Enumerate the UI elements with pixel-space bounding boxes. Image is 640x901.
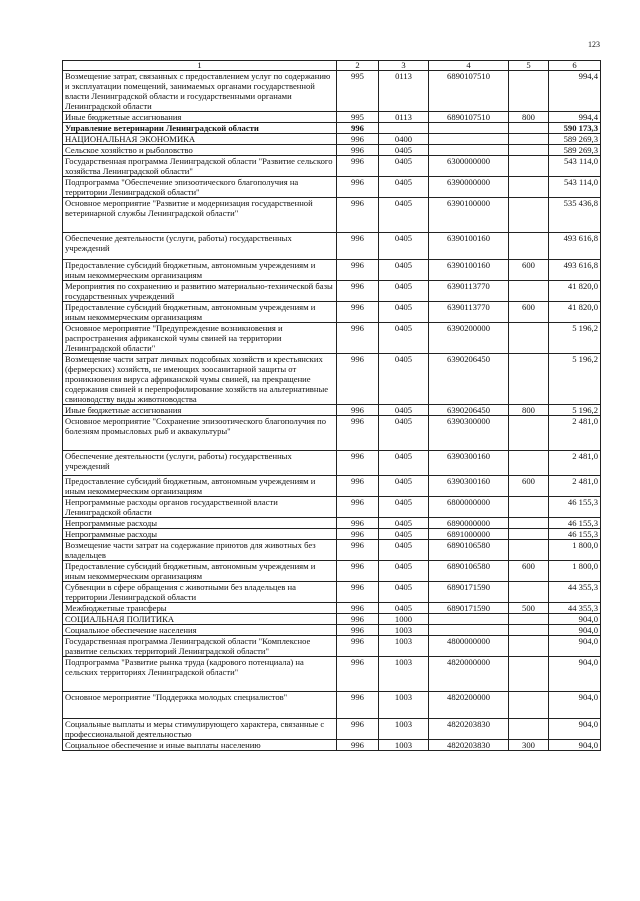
row-gr-cell: 996 bbox=[337, 529, 379, 540]
table-row bbox=[63, 416, 601, 451]
row-vr-cell bbox=[509, 497, 549, 518]
row-csr-cell: 6891000000 bbox=[429, 529, 509, 540]
row-vr-cell bbox=[509, 625, 549, 636]
row-amount-cell: 904,0 bbox=[549, 740, 601, 751]
row-gr-cell: 996 bbox=[337, 497, 379, 518]
table-row bbox=[63, 260, 601, 281]
table-row bbox=[63, 71, 601, 112]
row-gr-cell: 996 bbox=[337, 582, 379, 603]
row-name-cell: Возмещение затрат, связанных с предоставлением услуг по содержанию и эксплуатации помещений, занимаемых органами государственной власти Ленинградской области и государственными органами Ленинградской области bbox=[63, 71, 337, 112]
row-vr-cell bbox=[509, 582, 549, 603]
row-name-cell: Возмещение части затрат на содержание приютов для животных без владельцев bbox=[63, 540, 337, 561]
row-csr-cell: 6890171590 bbox=[429, 603, 509, 614]
row-vr-cell bbox=[509, 134, 549, 145]
row-rz-cell: 0405 bbox=[379, 281, 429, 302]
row-amount-cell: 590 173,3 bbox=[549, 123, 601, 134]
row-name-cell: Обеспечение деятельности (услуги, работы) государственных учреждений bbox=[63, 233, 337, 260]
row-csr-cell: 4820203830 bbox=[429, 740, 509, 751]
row-csr-cell: 6390100000 bbox=[429, 198, 509, 233]
row-rz-cell: 1003 bbox=[379, 740, 429, 751]
row-name-cell: Государственная программа Ленинградской области "Комплексное развитие сельских территорий Ленинградской области" bbox=[63, 636, 337, 657]
row-csr-cell: 6390100160 bbox=[429, 233, 509, 260]
table-row bbox=[63, 302, 601, 323]
row-vr-cell bbox=[509, 657, 549, 692]
row-vr-cell bbox=[509, 451, 549, 476]
row-gr-cell: 996 bbox=[337, 302, 379, 323]
row-rz-cell: 0405 bbox=[379, 233, 429, 260]
row-csr-cell: 6390206450 bbox=[429, 405, 509, 416]
table-row bbox=[63, 561, 601, 582]
row-name-cell: Основное мероприятие "Развитие и модернизация государственной ветеринарной службы Ленинградской области" bbox=[63, 198, 337, 233]
row-rz-cell: 1003 bbox=[379, 719, 429, 740]
row-name-cell: Непрограммные расходы bbox=[63, 529, 337, 540]
row-csr-cell: 6890106580 bbox=[429, 561, 509, 582]
table-row bbox=[63, 281, 601, 302]
row-gr-cell: 996 bbox=[337, 177, 379, 198]
table-row bbox=[63, 323, 601, 354]
row-amount-cell: 44 355,3 bbox=[549, 603, 601, 614]
row-csr-cell: 4820200000 bbox=[429, 692, 509, 719]
row-gr-cell: 996 bbox=[337, 156, 379, 177]
row-rz-cell: 0405 bbox=[379, 354, 429, 405]
row-amount-cell: 44 355,3 bbox=[549, 582, 601, 603]
row-amount-cell: 543 114,0 bbox=[549, 156, 601, 177]
row-csr-cell bbox=[429, 134, 509, 145]
table-row bbox=[63, 145, 601, 156]
row-rz-cell: 1003 bbox=[379, 625, 429, 636]
row-vr-cell: 600 bbox=[509, 260, 549, 281]
row-csr-cell: 6390300000 bbox=[429, 416, 509, 451]
row-gr-cell: 995 bbox=[337, 71, 379, 112]
row-name-cell: Предоставление субсидий бюджетным, автономным учреждениям и иным некоммерческим организациям bbox=[63, 476, 337, 497]
row-csr-cell: 4800000000 bbox=[429, 636, 509, 657]
row-vr-cell: 800 bbox=[509, 112, 549, 123]
row-amount-cell: 1 800,0 bbox=[549, 540, 601, 561]
table-row bbox=[63, 177, 601, 198]
table-row bbox=[63, 529, 601, 540]
row-name-cell: Государственная программа Ленинградской области "Развитие сельского хозяйства Ленинградской области" bbox=[63, 156, 337, 177]
table-row bbox=[63, 614, 601, 625]
row-csr-cell: 6890107510 bbox=[429, 112, 509, 123]
row-vr-cell: 600 bbox=[509, 302, 549, 323]
row-amount-cell: 904,0 bbox=[549, 719, 601, 740]
table-row bbox=[63, 123, 601, 134]
row-vr-cell bbox=[509, 540, 549, 561]
table-row bbox=[63, 540, 601, 561]
row-amount-cell: 5 196,2 bbox=[549, 405, 601, 416]
table-row bbox=[63, 582, 601, 603]
row-rz-cell: 0405 bbox=[379, 529, 429, 540]
row-gr-cell: 996 bbox=[337, 719, 379, 740]
header-cell: 5 bbox=[509, 61, 549, 71]
table-row bbox=[63, 603, 601, 614]
table-row bbox=[63, 657, 601, 692]
row-amount-cell: 535 436,8 bbox=[549, 198, 601, 233]
row-vr-cell bbox=[509, 233, 549, 260]
row-name-cell: Возмещение части затрат личных подсобных хозяйств и крестьянских (фермерских) хозяйств, не имеющих зоосанитарной защиты от проникновения вируса африканской чумы свиней, на прекращение содержания свиней и перепрофилирование хозяйств на альтернативные свиноводству виды животноводства bbox=[63, 354, 337, 405]
row-gr-cell: 996 bbox=[337, 740, 379, 751]
row-rz-cell: 0405 bbox=[379, 451, 429, 476]
row-gr-cell: 995 bbox=[337, 112, 379, 123]
row-amount-cell: 41 820,0 bbox=[549, 302, 601, 323]
row-name-cell: Непрограммные расходы bbox=[63, 518, 337, 529]
row-rz-cell: 0405 bbox=[379, 416, 429, 451]
row-name-cell: Непрограммные расходы органов государственной власти Ленинградской области bbox=[63, 497, 337, 518]
page-number: 123 bbox=[588, 40, 600, 49]
table-row bbox=[63, 354, 601, 405]
row-amount-cell: 589 269,3 bbox=[549, 145, 601, 156]
row-name-cell: Основное мероприятие "Сохранение эпизоотического благополучия по болезням промысловых рыб и аквакультуры" bbox=[63, 416, 337, 451]
header-cell: 4 bbox=[429, 61, 509, 71]
row-rz-cell: 0405 bbox=[379, 198, 429, 233]
row-csr-cell: 4820203830 bbox=[429, 719, 509, 740]
row-name-cell: Мероприятия по сохранению и развитию материально-технической базы государственных учреждений bbox=[63, 281, 337, 302]
header-cell: 1 bbox=[63, 61, 337, 71]
row-name-cell: Иные бюджетные ассигнования bbox=[63, 405, 337, 416]
row-gr-cell: 996 bbox=[337, 198, 379, 233]
row-vr-cell bbox=[509, 518, 549, 529]
table-row bbox=[63, 497, 601, 518]
row-csr-cell: 6890107510 bbox=[429, 71, 509, 112]
row-gr-cell: 996 bbox=[337, 540, 379, 561]
row-amount-cell: 904,0 bbox=[549, 657, 601, 692]
row-vr-cell: 500 bbox=[509, 603, 549, 614]
row-rz-cell: 0405 bbox=[379, 540, 429, 561]
row-vr-cell bbox=[509, 416, 549, 451]
row-name-cell: Обеспечение деятельности (услуги, работы) государственных учреждений bbox=[63, 451, 337, 476]
row-name-cell: Основное мероприятие "Предупреждение возникновения и распространения африканской чумы свиней на территории Ленинградской области" bbox=[63, 323, 337, 354]
row-amount-cell: 493 616,8 bbox=[549, 233, 601, 260]
row-csr-cell: 6390113770 bbox=[429, 302, 509, 323]
table-row bbox=[63, 405, 601, 416]
row-gr-cell: 996 bbox=[337, 354, 379, 405]
row-name-cell: Межбюджетные трансферы bbox=[63, 603, 337, 614]
row-name-cell: Социальное обеспечение населения bbox=[63, 625, 337, 636]
row-csr-cell: 6390000000 bbox=[429, 177, 509, 198]
table-row bbox=[63, 134, 601, 145]
row-csr-cell bbox=[429, 123, 509, 134]
row-csr-cell: 6890106580 bbox=[429, 540, 509, 561]
row-name-cell: Подпрограмма "Развитие рынка труда (кадрового потенциала) на сельских территориях Ленинградской области" bbox=[63, 657, 337, 692]
row-vr-cell bbox=[509, 198, 549, 233]
row-rz-cell: 0405 bbox=[379, 323, 429, 354]
row-amount-cell: 904,0 bbox=[549, 625, 601, 636]
row-gr-cell: 996 bbox=[337, 123, 379, 134]
row-amount-cell: 2 481,0 bbox=[549, 416, 601, 451]
row-csr-cell: 6390206450 bbox=[429, 354, 509, 405]
row-vr-cell bbox=[509, 692, 549, 719]
row-gr-cell: 996 bbox=[337, 518, 379, 529]
row-name-cell: Предоставление субсидий бюджетным, автономным учреждениям и иным некоммерческим организациям bbox=[63, 561, 337, 582]
row-rz-cell: 0405 bbox=[379, 603, 429, 614]
row-rz-cell: 1003 bbox=[379, 636, 429, 657]
row-csr-cell bbox=[429, 145, 509, 156]
row-gr-cell: 996 bbox=[337, 405, 379, 416]
row-amount-cell: 46 155,3 bbox=[549, 518, 601, 529]
row-gr-cell: 996 bbox=[337, 614, 379, 625]
row-rz-cell: 0113 bbox=[379, 112, 429, 123]
row-gr-cell: 996 bbox=[337, 625, 379, 636]
row-vr-cell bbox=[509, 145, 549, 156]
table-row bbox=[63, 636, 601, 657]
row-amount-cell: 904,0 bbox=[549, 636, 601, 657]
row-vr-cell: 800 bbox=[509, 405, 549, 416]
row-name-cell: НАЦИОНАЛЬНАЯ ЭКОНОМИКА bbox=[63, 134, 337, 145]
row-gr-cell: 996 bbox=[337, 603, 379, 614]
row-rz-cell: 0405 bbox=[379, 476, 429, 497]
row-gr-cell: 996 bbox=[337, 260, 379, 281]
row-csr-cell: 6390300160 bbox=[429, 476, 509, 497]
row-gr-cell: 996 bbox=[337, 476, 379, 497]
row-csr-cell: 6890171590 bbox=[429, 582, 509, 603]
row-gr-cell: 996 bbox=[337, 416, 379, 451]
row-rz-cell: 0113 bbox=[379, 71, 429, 112]
table-row bbox=[63, 233, 601, 260]
row-csr-cell: 6300000000 bbox=[429, 156, 509, 177]
row-amount-cell: 904,0 bbox=[549, 692, 601, 719]
row-name-cell: Основное мероприятие "Поддержка молодых специалистов" bbox=[63, 692, 337, 719]
row-name-cell: Управление ветеринарии Ленинградской области bbox=[63, 123, 337, 134]
row-vr-cell bbox=[509, 156, 549, 177]
row-rz-cell: 0405 bbox=[379, 561, 429, 582]
row-name-cell: Предоставление субсидий бюджетным, автономным учреждениям и иным некоммерческим организациям bbox=[63, 260, 337, 281]
table-row bbox=[63, 198, 601, 233]
row-name-cell: Социальное обеспечение и иные выплаты населению bbox=[63, 740, 337, 751]
row-gr-cell: 996 bbox=[337, 145, 379, 156]
row-name-cell: Субвенции в сфере обращения с животными без владельцев на территории Ленинградской области bbox=[63, 582, 337, 603]
table-row bbox=[63, 451, 601, 476]
row-amount-cell: 994,4 bbox=[549, 112, 601, 123]
row-vr-cell bbox=[509, 636, 549, 657]
row-amount-cell: 994,4 bbox=[549, 71, 601, 112]
row-gr-cell: 996 bbox=[337, 281, 379, 302]
row-amount-cell: 543 114,0 bbox=[549, 177, 601, 198]
table-row bbox=[63, 156, 601, 177]
row-name-cell: Сельское хозяйство и рыболовство bbox=[63, 145, 337, 156]
row-vr-cell bbox=[509, 281, 549, 302]
table-row bbox=[63, 719, 601, 740]
row-csr-cell bbox=[429, 625, 509, 636]
row-rz-cell: 0400 bbox=[379, 134, 429, 145]
row-vr-cell bbox=[509, 323, 549, 354]
row-csr-cell: 6390200000 bbox=[429, 323, 509, 354]
row-gr-cell: 996 bbox=[337, 561, 379, 582]
row-vr-cell bbox=[509, 719, 549, 740]
row-amount-cell: 2 481,0 bbox=[549, 476, 601, 497]
row-gr-cell: 996 bbox=[337, 451, 379, 476]
row-amount-cell: 5 196,2 bbox=[549, 354, 601, 405]
row-amount-cell: 2 481,0 bbox=[549, 451, 601, 476]
row-amount-cell: 904,0 bbox=[549, 614, 601, 625]
budget-table bbox=[62, 60, 601, 751]
row-gr-cell: 996 bbox=[337, 134, 379, 145]
row-amount-cell: 1 800,0 bbox=[549, 561, 601, 582]
row-rz-cell bbox=[379, 123, 429, 134]
row-name-cell: Иные бюджетные ассигнования bbox=[63, 112, 337, 123]
row-rz-cell: 0405 bbox=[379, 497, 429, 518]
row-vr-cell: 300 bbox=[509, 740, 549, 751]
table-row bbox=[63, 476, 601, 497]
row-vr-cell: 600 bbox=[509, 476, 549, 497]
row-name-cell: Подпрограмма "Обеспечение эпизоотического благополучия на территории Ленинградской области" bbox=[63, 177, 337, 198]
row-rz-cell: 0405 bbox=[379, 260, 429, 281]
row-csr-cell bbox=[429, 614, 509, 625]
row-amount-cell: 5 196,2 bbox=[549, 323, 601, 354]
row-vr-cell bbox=[509, 177, 549, 198]
row-csr-cell: 6390113770 bbox=[429, 281, 509, 302]
row-csr-cell: 6800000000 bbox=[429, 497, 509, 518]
row-vr-cell bbox=[509, 354, 549, 405]
row-vr-cell bbox=[509, 71, 549, 112]
row-rz-cell: 0405 bbox=[379, 177, 429, 198]
row-vr-cell bbox=[509, 123, 549, 134]
row-amount-cell: 46 155,3 bbox=[549, 497, 601, 518]
row-name-cell: Предоставление субсидий бюджетным, автономным учреждениям и иным некоммерческим организациям bbox=[63, 302, 337, 323]
row-csr-cell: 6890000000 bbox=[429, 518, 509, 529]
row-csr-cell: 4820000000 bbox=[429, 657, 509, 692]
row-name-cell: СОЦИАЛЬНАЯ ПОЛИТИКА bbox=[63, 614, 337, 625]
row-amount-cell: 493 616,8 bbox=[549, 260, 601, 281]
row-rz-cell: 0405 bbox=[379, 405, 429, 416]
row-gr-cell: 996 bbox=[337, 657, 379, 692]
table-header-row bbox=[63, 61, 601, 71]
row-vr-cell bbox=[509, 529, 549, 540]
row-rz-cell: 0405 bbox=[379, 156, 429, 177]
row-rz-cell: 0405 bbox=[379, 518, 429, 529]
row-rz-cell: 1000 bbox=[379, 614, 429, 625]
row-amount-cell: 589 269,3 bbox=[549, 134, 601, 145]
table-row bbox=[63, 518, 601, 529]
header-cell: 3 bbox=[379, 61, 429, 71]
table-row bbox=[63, 112, 601, 123]
row-vr-cell bbox=[509, 614, 549, 625]
row-name-cell: Социальные выплаты и меры стимулирующего характера, связанные с профессиональной деятельностью bbox=[63, 719, 337, 740]
header-cell: 2 bbox=[337, 61, 379, 71]
row-csr-cell: 6390100160 bbox=[429, 260, 509, 281]
row-vr-cell: 600 bbox=[509, 561, 549, 582]
row-rz-cell: 0405 bbox=[379, 582, 429, 603]
row-rz-cell: 1003 bbox=[379, 657, 429, 692]
row-gr-cell: 996 bbox=[337, 233, 379, 260]
table-row bbox=[63, 692, 601, 719]
row-amount-cell: 46 155,3 bbox=[549, 529, 601, 540]
row-rz-cell: 0405 bbox=[379, 302, 429, 323]
row-rz-cell: 1003 bbox=[379, 692, 429, 719]
row-amount-cell: 41 820,0 bbox=[549, 281, 601, 302]
row-gr-cell: 996 bbox=[337, 636, 379, 657]
row-rz-cell: 0405 bbox=[379, 145, 429, 156]
row-gr-cell: 996 bbox=[337, 323, 379, 354]
row-gr-cell: 996 bbox=[337, 692, 379, 719]
table-row bbox=[63, 625, 601, 636]
table-row bbox=[63, 740, 601, 751]
header-cell: 6 bbox=[549, 61, 601, 71]
row-csr-cell: 6390300160 bbox=[429, 451, 509, 476]
